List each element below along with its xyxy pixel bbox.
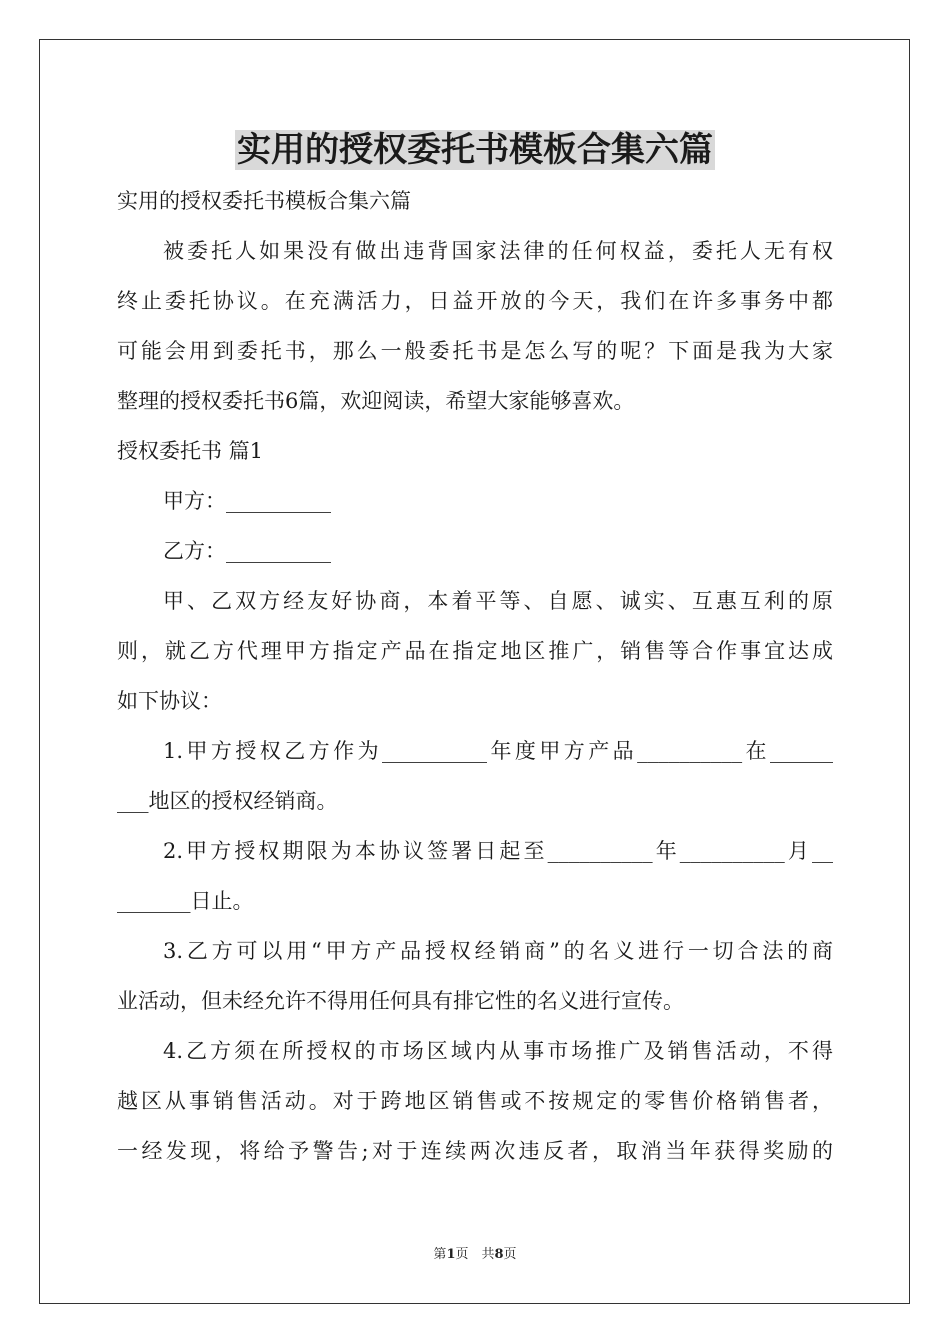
clause-line: 一经发现，将给予警告;对于连续两次违反者，取消当年获得奖励的 xyxy=(117,1139,833,1163)
paragraph-line: 终止委托协议。在充满活力，日益开放的今天，我们在许多事务中都 xyxy=(117,289,833,313)
paragraph-line: 可能会用到委托书，那么一般委托书是怎么写的呢？下面是我为大家 xyxy=(117,339,833,363)
paragraph-line: 如下协议： xyxy=(117,689,222,713)
paragraph-line: 整理的授权委托书6篇，欢迎阅读，希望大家能够喜欢。 xyxy=(117,389,635,413)
clause-line: 业活动，但未经允许不得用任何具有排它性的名义进行宣传。 xyxy=(117,989,684,1013)
clause-line: ___地区的授权经销商。 xyxy=(117,789,338,813)
page-prefix: 第 xyxy=(433,1247,447,1262)
page-footer xyxy=(0,1245,950,1265)
section-heading: 授权委托书 篇1 xyxy=(117,439,264,463)
page-mid: 页 共 xyxy=(455,1247,495,1262)
clause-line: 3.乙方可以用“甲方产品授权经销商”的名义进行一切合法的商 xyxy=(163,939,833,963)
clause-line: _______日止。 xyxy=(117,889,254,913)
subtitle-line: 实用的授权委托书模板合集六篇 xyxy=(117,189,411,213)
document-title-text: 实用的授权委托书模板合集六篇 xyxy=(237,130,713,170)
page-suffix: 页 xyxy=(503,1247,517,1262)
paragraph-line: 则，就乙方代理甲方指定产品在指定地区推广，销售等合作事宜达成 xyxy=(117,639,833,663)
total-page-number: 8 xyxy=(494,1247,504,1262)
party-a-field: 甲方：__________ xyxy=(163,489,331,513)
clause-line: 越区从事销售活动。对于跨地区销售或不按规定的零售价格销售者， xyxy=(117,1089,833,1113)
clause-line: 1.甲方授权乙方作为__________年度甲方产品__________在______ xyxy=(163,739,833,763)
document-body xyxy=(117,176,833,1176)
party-b-field: 乙方：__________ xyxy=(163,539,331,563)
clause-line: 2.甲方授权期限为本协议签署日起至__________年__________月__ xyxy=(163,839,833,863)
paragraph-line: 甲、乙双方经友好协商，本着平等、自愿、诚实、互惠互利的原 xyxy=(163,589,833,613)
current-page-number: 1 xyxy=(446,1247,456,1262)
clause-line: 4.乙方须在所授权的市场区域内从事市场推广及销售活动，不得 xyxy=(163,1039,833,1063)
document-title xyxy=(0,128,950,172)
paragraph-line: 被委托人如果没有做出违背国家法律的任何权益，委托人无有权 xyxy=(163,239,833,263)
